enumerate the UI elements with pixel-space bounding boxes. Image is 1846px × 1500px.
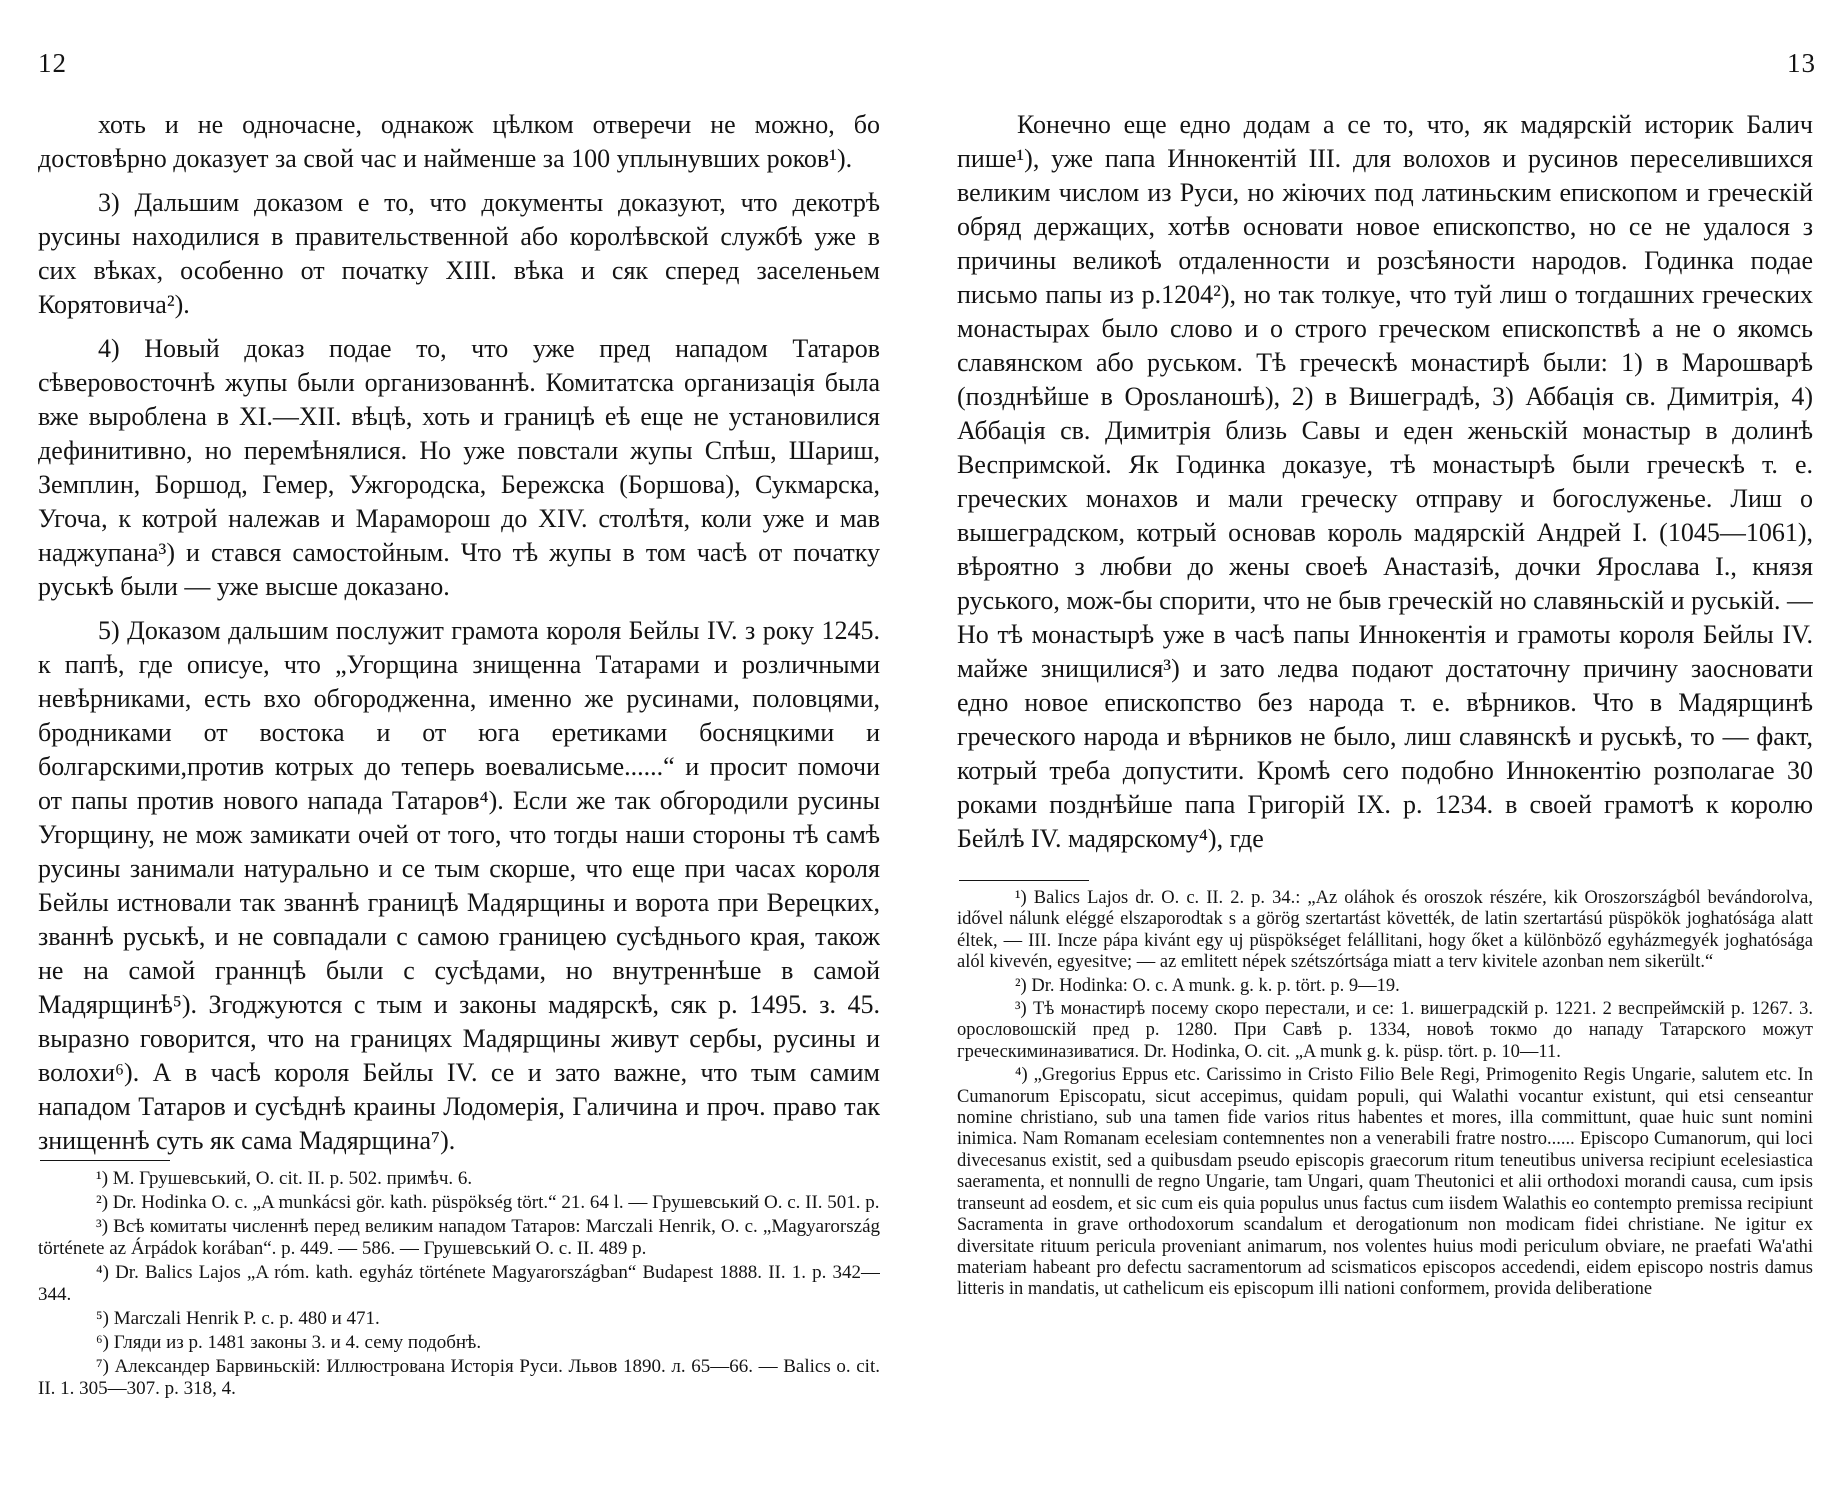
footnote: ³) Всѣ комитаты численнѣ перед великим нападом Татаров: Marczali Henrik, O. c. „Magyarország története az Árpádok korában“. p. 449. — 586. — Грушевський О. с. II. 489 p. (38, 1216, 880, 1259)
main-text (38, 108, 880, 1168)
paragraph: 4) Новый доказ подае то, что уже пред нападом Татаров сѣверовосточнѣ жупы были организованнѣ. Комитатска организація была вже выроблена в XI.—XII. вѣцѣ, хоть и границѣ еѣ еще не установилися дефинитивно, но перемѣнялися. Но уже повстали жупы Спѣш, Шариш, Земплин, Боршод, Гемер, Ужгородска, Бережска (Боршова), Сукмарска, Угоча, к котрой належав и Мараморош до XIV. столѣтя, коли уже и мав наджупана³) и стався самостойным. Что тѣ жупы в том часѣ от початку руськѣ были — уже высше доказано. (38, 334, 880, 601)
footnote-divider (959, 880, 1089, 881)
footnote: ³) Тѣ монастирѣ посему скоро перестали, и се: 1. вишеградскій р. 1221. 2 веспреймскій р. 1267. 3. орословошскій пред р. 1280. При Савѣ р. 1334, новоѣ токмо до нападу Татарского можут греческиминазиватися. Dr. Hodinka, O. cit. „A munk g. k. püsp. tört. p. 10—11. (957, 999, 1813, 1062)
footnotes (957, 888, 1813, 1303)
footnote: ⁵) Marczali Henrik P. c. p. 480 и 471. (96, 1308, 380, 1329)
main-text (957, 108, 1813, 866)
paragraph: 3) Дальшим доказом е то, что документы доказуют, что декотрѣ русины находилися в правительственной або королѣвской службѣ уже в сих вѣках, особенно от початку XIII. вѣка и сяк сперед заселеньем Корятовича²). (38, 188, 880, 319)
footnote: ¹) Balics Lajos dr. O. c. II. 2. p. 34.: „Az oláhok és oroszok részére, kik Oroszországból bevándorolva, idővel nálunk eléggé elszaporodtak s a görög szertartást követték, de latin szertartású püspökök joghatósága alatt éltek, — III. Incze pápa kivánt egy uj püspökséget felállitani, hogy őket a különböző egyházmegyék joghatósága alól kivevén, egyesitve; — az emlitett népek szétszórtsága miatt a terv kivitele azonban nem sikerült.“ (957, 888, 1813, 973)
paragraph: Конечно еще едно додам а се то, что, як мадярскій историк Балич пише¹), уже папа Иннокентій III. для волохов и русинов переселившихся великим числом из Руси, но жіючих под латиньским епископом и греческій обряд держащих, хотѣв основати новое епископство, но се не удалося з причины великоѣ отдаленности и розсѣяности народов. Годинка подае письмо папы из р.1204²), но так толкуе, что туй лиш о тогдашних греческих монастырах было слово и о строго греческом епископствѣ а не о якомсь славянском або руськом. Тѣ греческѣ монастирѣ были: 1) в Марошварѣ (позднѣйше в Орosланошѣ), 2) в Вишеградѣ, 3) Аббація св. Димитрія, 4) Аббація св. Димитрія близь Савы и еден женьскій монастыр в долинѣ Веспримской. Як Годинка доказуе, тѣ монастырѣ были греческѣ т. е. греческих монахов и мали греческу отправу и богослуженье. Лиш о вышеградском, котрый основав король мадярскій Андрей I. (1045—1061), вѣроятно з любви до жены своеѣ Анастазіѣ, дочки Ярослава I., князя руського, мож-бы спорити, что не быв греческій но славяньскій и руській. — Но тѣ монастырѣ уже в часѣ папы Иннокентія и грамоты короля Бейлы IV. майже знищилися³) и зато ледва подают достаточну причину заосновати едно новое епископство без народа т. е. вѣрников. Что в Мадярщинѣ греческого народа и вѣрников не было, лиш славянскѣ и руськѣ, то — факт, котрый треба допустити. Кромѣ сего подобно Иннокентію розполагае 30 роками позднѣйше папа Григорій IX. р. 1234. в своей грамотѣ к королю Бейлѣ IV. мадярскому⁴), где (957, 110, 1813, 853)
paragraph: хоть и не одночасне, однакож цѣлком отверечи не можно, бо достовѣрно доказует за свой час и найменше за 100 уплынувших роков¹). (38, 110, 880, 173)
footnote: ²) Dr. Hodinka: O. c. A munk. g. k. p. tört. p. 9—19. (1015, 975, 1400, 996)
footnote-divider (40, 1160, 170, 1161)
footnote: ⁶) Гляди из р. 1481 законы 3. и 4. сему подобнѣ. (96, 1332, 482, 1353)
footnote: ¹) М. Грушевський, О. cit. II. p. 502. примѣч. 6. (96, 1168, 473, 1189)
paragraph: 5) Доказом дальшим послужит грамота короля Бейлы IV. з року 1245. к папѣ, где описуе, что „Угорщина знищенна Татарами и розличными невѣрниками, есть вхо обгородженна, именно же русинами, половцями, бродниками от востока и от юга еретиками босняцкими и болгарскими,против котрых до теперь воевалисьме......“ и просит помочи от папы против нового напада Татаров⁴). Если же так обгородили русины Угорщину, не мож замикати очей от того, что тогды наши стороны тѣ самѣ русины занимали натурально и се тым скорше, что еще при часах короля Бейлы истновали так званнѣ границѣ Мадярщины и ворота при Верецких, званнѣ руськѣ, и не совпадали с самою границею сусѣднього края, також не на самой граннцѣ были с сусѣдами, но внутреннѣше в самой Мадярщинѣ⁵). Згоджуются с тым и законы мадярскѣ, сяк р. 1495. з. 45. выразно говорится, что на границях Мадярщины живут сербы, русины и волохи⁶). А в часѣ короля Бейлы IV. се и зато важне, что тым самим нападом Татаров и сусѣднѣ краины Лодомерія, Галичина и проч. право так знищеннѣ суть як сама Мадярщина⁷). (38, 616, 880, 1155)
page-number: 13 (1787, 48, 1816, 78)
right-page (923, 0, 1846, 1500)
footnote: ²) Dr. Hodinka О. с. „A munkácsi gör. kath. püspökség tört.“ 21. 64 l. — Грушевський О. с. II. 501. p. (96, 1192, 880, 1213)
footnotes (38, 1168, 880, 1402)
page-number: 12 (38, 48, 67, 78)
footnote: ⁴) „Gregorius Eppus etc. Carissimo in Cristo Filio Bele Regi, Primogenito Regis Ungarie, salutem etc. In Cumanorum Episcopatu, sicut accepimus, quidam populi, qui Walathi vocantur existunt, qui etsi censeantur nomine christiano, sub una tamen fide varios ritus habentes et mores, illa committunt, quae huic sunt nomini inimica. Nam Romanam ecelesiam contemnentes non a venerabili fratre nostro...... Episcopo Cumanorum, qui loci divecesanus existit, sed a quibusdam pseudo episcopis graecorum ritum teneutibus universa recipiunt ecelesiastica saeramenta, et nonnulli de regno Ungarie, tam Ungari, quam Theutonici et alii orthodoxi morandi causa, cum ipsis transeunt ad eosdem, et sic cum eis quia populus unus factus cum iisdem Walathis eo contempto premissa recipiunt Sacramenta in grave orthodoxorum scandalum et derogationum non modicam fidei christiane. Ne igitur ex diversitate rituum pericula proveniant animarum, nos volentes huius modi periculum obviare, ne praefati Wa'athi materiam habeant pro defectu sacramentorum ad scismaticos episcopos accedendi, eidem episcopo nostris damus litteris in mandatis, ut cathelicum eis episcopum illi nationi conformem, provida deliberatione (957, 1065, 1813, 1300)
footnote: ⁷) Александер Барвиньскій: Иллюстрована Исторія Руси. Львов 1890. л. 65—66. — Balics o. cit. II. 1. 305—307. p. 318, 4. (38, 1356, 880, 1399)
footnote: ⁴) Dr. Balics Lajos „A róm. kath. egyház története Magyarországban“ Budapest 1888. II. 1. p. 342—344. (38, 1262, 880, 1305)
